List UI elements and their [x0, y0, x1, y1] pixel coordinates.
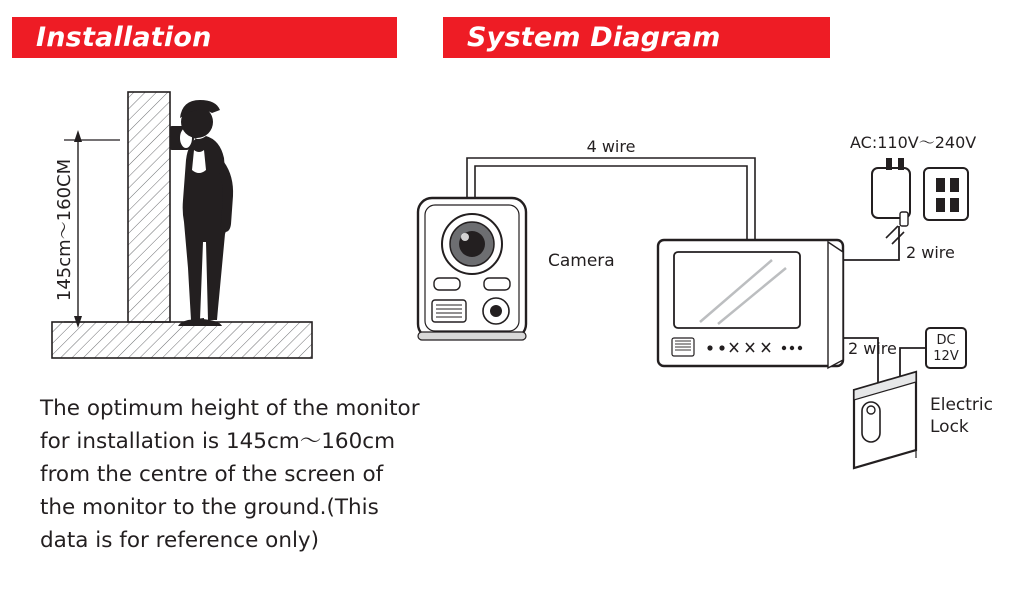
label-4-wire: 4 wire — [586, 137, 636, 156]
wall-socket — [924, 168, 968, 220]
label-dc: DC — [936, 333, 956, 348]
label-camera: Camera — [548, 251, 615, 271]
section-header-system-diagram — [443, 17, 830, 58]
power-adapter — [872, 158, 910, 226]
monitor-unit — [658, 240, 843, 368]
dc-power-box — [926, 328, 966, 368]
label-electric-lock-line1: Electric — [930, 395, 993, 415]
label-electric-lock-line2: Lock — [930, 417, 969, 437]
section-header-installation — [12, 17, 397, 58]
height-dimension-label: 145cm～160CM — [54, 158, 75, 302]
system-diagram-illustration — [400, 110, 1024, 470]
section-title-installation: Installation — [36, 22, 212, 53]
camera-unit — [418, 198, 526, 340]
label-ac-input: AC:110V～240V — [850, 133, 977, 152]
installation-illustration — [20, 70, 420, 370]
installation-caption: The optimum height of the monitor for installation is 145cm～160cm from the centre of the screen of the monitor to the ground.(This data is for reference only) — [40, 396, 420, 553]
label-2-wire-power: 2 wire — [906, 243, 955, 262]
section-title-system-diagram: System Diagram — [467, 22, 721, 53]
electric-lock-unit — [854, 372, 916, 468]
label-dc-voltage: 12V — [933, 349, 959, 364]
label-2-wire-lock: 2 wire — [848, 339, 897, 358]
